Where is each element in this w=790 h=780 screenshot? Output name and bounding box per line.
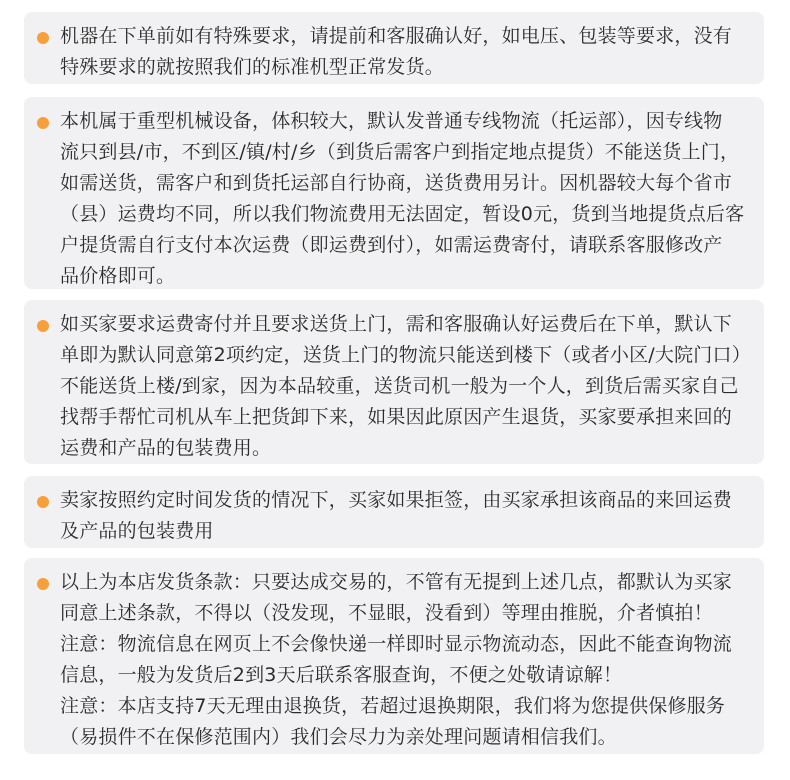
notice-line: 单即为默认同意第2项约定，送货上门的物流只能送到楼下（或者小区/大院门口） — [60, 344, 751, 366]
bullet-dot-icon — [37, 320, 49, 332]
notice-line: 注意：物流信息在网页上不会像快递一样即时显示物流动态，因此不能查询物流 — [60, 633, 733, 655]
notice-line: 不能送货上楼/到家，因为本品较重，送货司机一般为一个人，到货后需买家自己 — [60, 375, 739, 397]
notice-card-refusal — [24, 476, 764, 548]
notice-card-special-requirements — [24, 12, 764, 84]
notice-line: 以上为本店发货条款：只要达成交易的，不管有无提到上述几点，都默认为买家 — [60, 571, 733, 593]
notice-line: 运费和产品的包装费用。 — [60, 437, 272, 459]
bullet-dot-icon — [37, 496, 49, 508]
notice-line: 流只到县/市，不到区/镇/村/乡（到货后需客户到指定地点提货）不能送货上门， — [60, 141, 740, 163]
bullet-dot-icon — [37, 32, 49, 44]
notice-line: 户提货需自行支付本次运费（即运费到付），如需运费寄付，请联系客服修改产 — [60, 234, 723, 256]
notice-card-door-delivery — [24, 300, 764, 464]
notice-line: 找帮手帮忙司机从车上把货卸下来，如果因此原因产生退货，买家要承担来回的 — [60, 406, 733, 428]
notice-line: 信息，一般为发货后2到3天后联系客服查询，不便之处敬请谅解！ — [60, 664, 623, 686]
notice-line: 注意：本店支持7天无理由退换货，若超过退换期限，我们将为您提供保修服务 — [60, 695, 726, 717]
notice-line: 如买家要求运费寄付并且要求送货上门，需和客服确认好运费后在下单，默认下 — [60, 313, 733, 335]
bullet-dot-icon — [37, 578, 49, 590]
notice-line: 如需送货，需客户和到货托运部自行协商，送货费用另计。因机器较大每个省市 — [60, 172, 733, 194]
notice-line: 及产品的包装费用 — [60, 520, 214, 542]
notice-line: （县）运费均不同，所以我们物流费用无法固定，暂设0元，货到当地提货点后客 — [60, 203, 745, 225]
notice-line: 同意上述条款，不得以（没发现，不显眼，没看到）等理由推脱，介者慎拍！ — [60, 602, 713, 624]
notice-line: 特殊要求的就按照我们的标准机型正常发货。 — [60, 56, 445, 78]
notice-line: 品价格即可。 — [60, 265, 176, 287]
notice-card-store-terms — [24, 558, 764, 754]
notice-line: （易损件不在保修范围内）我们会尽力为亲处理问题请相信我们。 — [60, 726, 617, 748]
notice-line: 本机属于重型机械设备，体积较大，默认发普通专线物流（托运部），因专线物 — [60, 110, 723, 132]
notice-line: 机器在下单前如有特殊要求，请提前和客服确认好，如电压、包装等要求，没有 — [60, 25, 733, 47]
notice-card-freight-logistics — [24, 97, 764, 289]
bullet-dot-icon — [37, 117, 49, 129]
notice-line: 卖家按照约定时间发货的情况下，买家如果拒签，由买家承担该商品的来回运费 — [60, 489, 733, 511]
